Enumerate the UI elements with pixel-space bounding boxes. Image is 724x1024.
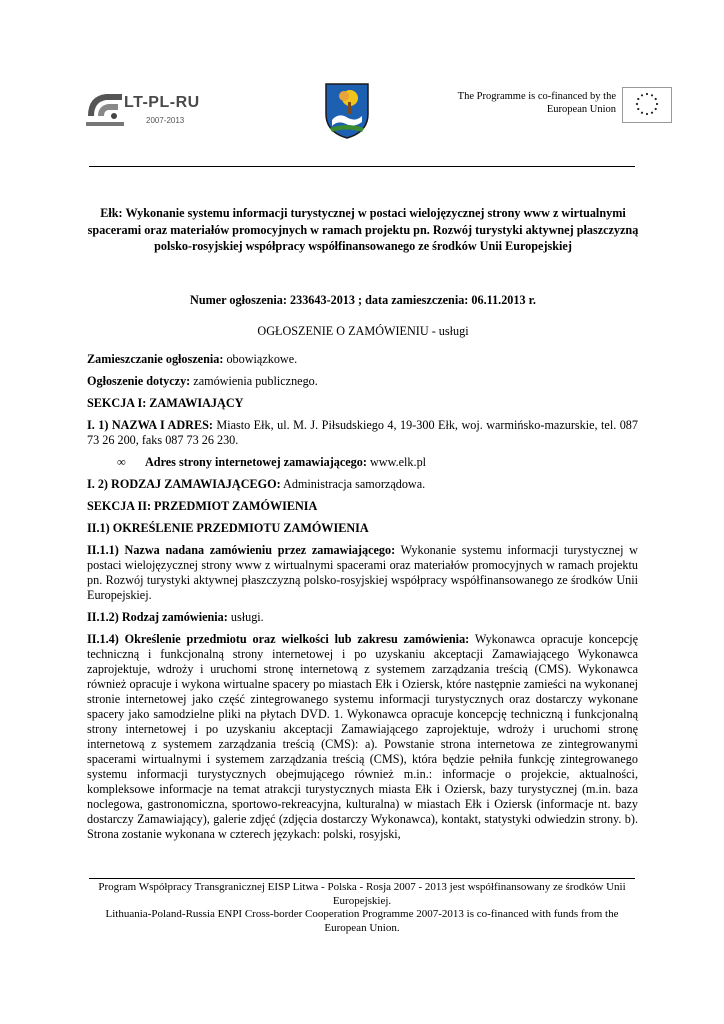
logo-years: 2007-2013 <box>146 116 185 125</box>
ii111-value: Wykonanie systemu informacji turystycznej w postaci wielojęzycznej strony www z wirtualnymi spacerami oraz materiałów promocyjnych w ramach projektu pn. Rozwój turystyki aktywnej płaszczyzną polsko-rosyjskiej współpracy współfinansowanego ze środków Unii Europejskiej. <box>87 543 638 602</box>
elk-coat-of-arms <box>324 82 370 140</box>
rodzaj-label: I. 2) RODZAJ ZAMAWIAJĄCEGO: <box>87 477 281 491</box>
nazwa-label: I. 1) NAZWA I ADRES: <box>87 418 213 432</box>
nazwa-value: Miasto Ełk, ul. M. J. Piłsudskiego 4, 19-300 Ełk, woj. warmińsko-mazurskie, tel. 087 73 26 200, faks 087 73 26 230. <box>87 418 638 447</box>
adres-www-row <box>117 455 638 470</box>
eu-stars-icon <box>623 88 671 122</box>
cofinanced-notice <box>376 90 616 116</box>
ii114-label: II.1.4) Określenie przedmiotu oraz wielkości lub zakresu zamówienia: <box>87 632 470 646</box>
adres-value[interactable]: www.elk.pl <box>366 455 427 469</box>
ii111-label: II.1.1) Nazwa nadana zamówieniu przez zamawiającego: <box>87 543 396 557</box>
logo-text: LT-PL-RU <box>124 94 200 111</box>
footer-line-pl: Program Współpracy Transgranicznej EISP Litwa - Polska - Rosja 2007 - 2013 jest współfinansowany ze środków Unii Europejskiej. <box>98 881 626 907</box>
bullet-mark: ∞ <box>117 455 126 469</box>
lt-pl-ru-emblem-icon <box>84 86 126 132</box>
dotyczy-value: zamówienia publicznego. <box>190 374 318 388</box>
footer-divider <box>89 878 635 879</box>
dotyczy-row <box>87 374 638 389</box>
header-divider <box>89 166 635 167</box>
coat-of-arms-icon <box>324 82 370 140</box>
page-footer <box>84 881 640 935</box>
ii112-row <box>87 610 638 625</box>
ii112-value: usługi. <box>227 610 264 624</box>
nazwa-adres-row <box>87 418 638 448</box>
notice-number: Numer ogłoszenia: 233643-2013 ; data zamieszczenia: 06.11.2013 r. <box>190 293 536 307</box>
dotyczy-label: Ogłoszenie dotyczy: <box>87 374 191 388</box>
cofinanced-line-1: The Programme is co-financed by the <box>457 91 616 102</box>
ii114-row <box>87 632 638 842</box>
rodzaj-value: Administracja samorządowa. <box>280 477 426 491</box>
notice-content <box>87 352 638 849</box>
section-1-heading <box>87 396 638 411</box>
adres-label: Adres strony internetowej zamawiającego: <box>145 455 367 469</box>
section-1-title: SEKCJA I: ZAMAWIAJĄCY <box>87 396 244 410</box>
cofinanced-line-2: European Union <box>546 104 616 115</box>
lt-pl-ru-logo <box>84 86 204 136</box>
zamieszczanie-value: obowiązkowe. <box>223 352 298 366</box>
ii112-label: II.1.2) Rodzaj zamówienia: <box>87 610 228 624</box>
footer-line-en: Lithuania-Poland-Russia ENPI Cross-border Cooperation Programme 2007-2013 is co-financed with funds from the European Union. <box>105 908 619 934</box>
notice-type: OGŁOSZENIE O ZAMÓWIENIU - usługi <box>257 324 469 338</box>
okreslenie-heading <box>87 521 638 536</box>
ii111-row <box>87 543 638 603</box>
okreslenie-title: II.1) OKREŚLENIE PRZEDMIOTU ZAMÓWIENIA <box>87 521 369 535</box>
notice-title: Ełk: Wykonanie systemu informacji turystycznej w postaci wielojęzycznej strony www z wirtualnymi spacerami oraz materiałów promocyjnych w ramach projektu pn. Rozwój turystyki aktywnej płaszczyzną polsko-rosyjskiej współpracy współfinansowanego ze środków Unii Europejskiej <box>87 206 639 253</box>
eu-flag <box>622 87 672 123</box>
zamieszczanie-row <box>87 352 638 367</box>
zamieszczanie-label: Zamieszczanie ogłoszenia: <box>87 352 224 366</box>
ii114-value: Wykonawca opracuje koncepcję techniczną i funkcjonalną strony internetowej i po uzyskaniu akceptacji Zamawiającego Wykonawca zaprojektuje, wdroży i uruchomi stronę internetową z systemem zarządzania treścią (CMS). Wykonawca również opracuje i wykona wirtualne spacery po miastach Ełk i Oziersk, które następnie zamieści na wykonanej stronie internetowej jako część zintegrowanego systemu informacji turystycznych oraz dostarczy wykonane spacery jako samodzielne pliki na płytach DVD. 1. Wykonawca opracuje koncepcję techniczną i funkcjonalną strony internetowej i po uzyskaniu akceptacji Zamawiającego zaprojektuje, wdroży i uruchomi stronę internetową z systemem zarządzania treścią (CMS): a). Powstanie strona internetowa ze zintegrowanymi spacerami wirtualnymi i systemem zarządzania treścią (CMS), która będzie pełniła funkcję zintegrowanego systemu informacji turystycznych obejmującego również m.in.: informacje o projekcie, aktualności, kompleksowe informacje na temat atrakcji turystycznych miasta Ełk i Oziersk, bazy turystycznej (m.in. baza noclegowa, gastronomiczna, sportowo-rekreacyjna, kulturalna) w miastach Ełk i Oziersk (informacje nt. bazy dostarczy Zamawiający), galerie zdjęć (zdjęcia dostarczy Wykonawca), kontakt, statystyki odwiedzin strony. b). Strona zostanie wykonana w czterech językach: polski, rosyjski, <box>87 632 638 841</box>
rodzaj-zamawiajacego-row <box>87 477 638 492</box>
section-2-title: SEKCJA II: PRZEDMIOT ZAMÓWIENIA <box>87 499 318 513</box>
section-2-heading <box>87 499 638 514</box>
